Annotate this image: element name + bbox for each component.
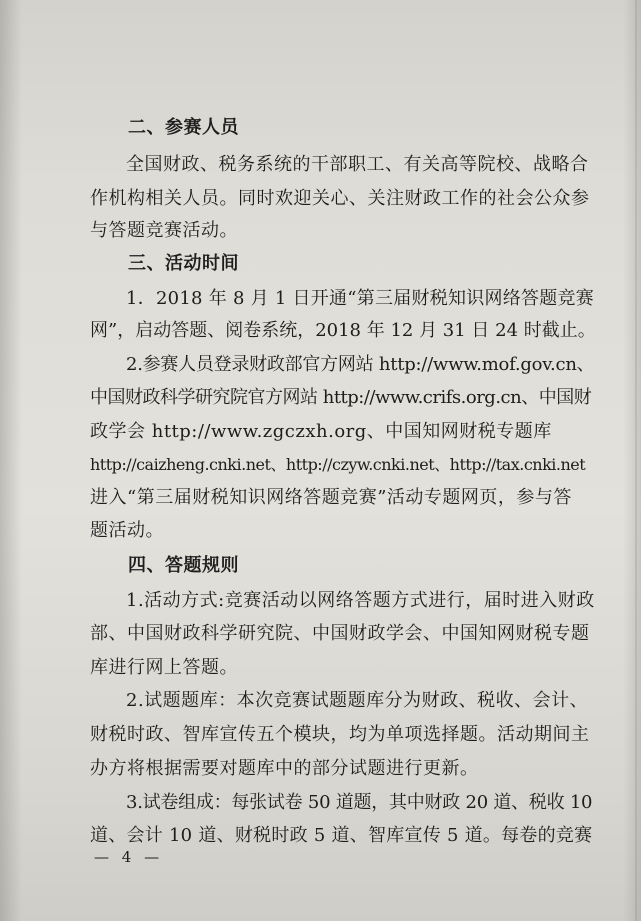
paragraph-line: 中国财政科学研究院官方网站 http://www.crifs.org.cn、中国财 xyxy=(90,387,592,408)
paragraph-line: 库进行网上答题。 xyxy=(90,657,238,678)
paragraph-line: 财税时政、智库宣传五个模块，均为单项选择题。活动期间主 xyxy=(90,724,590,745)
paragraph-line: 作机构相关人员。同时欢迎关心、关注财政工作的社会公众参 xyxy=(90,188,590,209)
paragraph-line-urls: http://caizheng.cnki.net、http://czyw.cnki.net、http://tax.cnki.net xyxy=(90,455,586,474)
paragraph-line: 网”，启动答题、阅卷系统，2018 年 12 月 31 日 24 时截止。 xyxy=(90,320,596,341)
paragraph-line: 1．2018 年 8 月 1 日开通“第三届财税知识网络答题竞赛 xyxy=(126,288,594,309)
paragraph-line: 办方将根据需要对题库中的部分试题进行更新。 xyxy=(90,758,479,779)
paragraph-line: 部、中国财政科学研究院、中国财政学会、中国知网财税专题 xyxy=(90,623,590,644)
section-heading-rules: 四、答题规则 xyxy=(128,555,239,576)
paragraph-line: 2.参赛人员登录财政部官方网站 http://www.mof.gov.cn、 xyxy=(126,354,595,375)
paragraph-line: 与答题竞赛活动。 xyxy=(90,220,238,241)
paragraph-line: 题活动。 xyxy=(90,520,164,541)
page-number: — 4 — xyxy=(94,848,164,866)
paragraph-line: 3.试卷组成：每张试卷 50 道题，其中财政 20 道、税收 10 xyxy=(126,792,593,813)
paragraph-line: 政学会 http://www.zgczxh.org、中国知网财税专题库 xyxy=(90,421,552,442)
paragraph-line: 道、会计 10 道、财税时政 5 道、智库宣传 5 道。每卷的竞赛 xyxy=(90,825,593,846)
paragraph-line: 1.活动方式:竞赛活动以网络答题方式进行，届时进入财政 xyxy=(126,590,595,611)
paragraph-line: 全国财政、税务系统的干部职工、有关高等院校、战略合 xyxy=(126,154,589,175)
paragraph-line: 进入“第三届财税知识网络答题竞赛”活动专题网页，参与答 xyxy=(90,487,572,508)
section-heading-schedule: 三、活动时间 xyxy=(128,253,239,274)
section-heading-participants: 二、参赛人员 xyxy=(128,117,239,138)
paragraph-line: 2.试题题库：本次竞赛试题题库分为财政、税收、会计、 xyxy=(126,690,589,711)
